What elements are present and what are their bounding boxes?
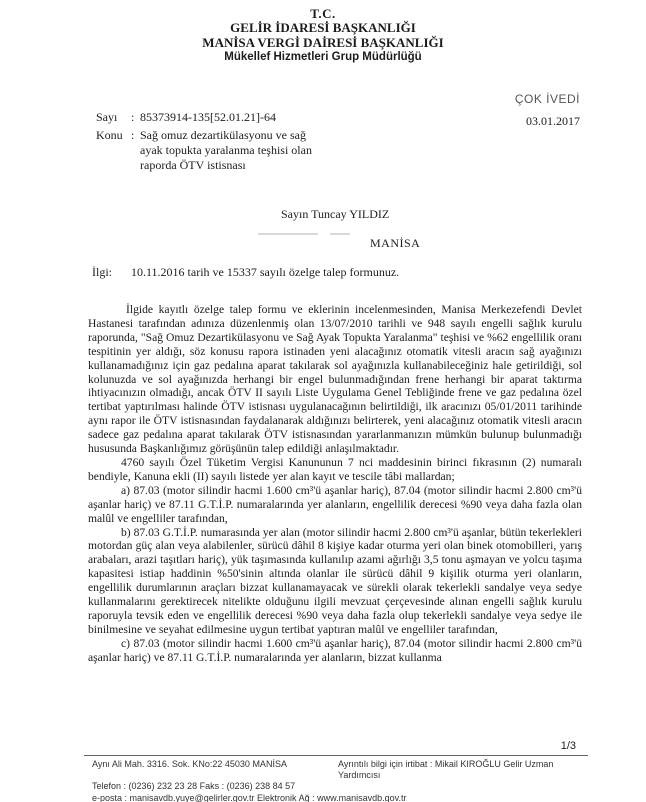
page-number: 1/3: [560, 740, 576, 752]
konu-line: raporda ÖTV istisnası: [140, 158, 246, 172]
ilgi-value: 10.11.2016 tarih ve 15337 sayılı özelge talep formunuz.: [131, 265, 400, 279]
body-paragraph: 4760 sayılı Özel Tüketim Vergisi Kanununun 7 nci maddesinin birinci fıkrasının (2) numaralı bendiyle, Kanuna ekli (II) sayılı listede yer alan kayıt ve tescile tâbi mallardan;: [88, 455, 582, 483]
letterhead-tc: T.C.: [310, 6, 336, 21]
redaction-mark: [258, 233, 318, 235]
konu-label: Konu: [96, 128, 123, 142]
recipient-name: Sayın Tuncay YILDIZ: [281, 207, 390, 221]
body-paragraph: b) 87.03 G.T.İ.P. numarasında yer alan (motor silindir hacmi 2.800 cm³'ü aşanlar, bütün tekerlekleri motordan güç alan veya alabilenler, sürücü dâhil 8 kişiye kadar oturma yeri olan binek otomobilleri, yarış arabaları, arazi taşıtları hariç), yük taşımasında kullanılıp azami ağırlığı 3,5 tonu aşmayan ve yolcu taşıma kapasitesi istiap haddinin %50'sinin altında olanlar ile sürücü dâhil 9 kişilik oturma yeri olanların, engellilik durumlarının araçları bizzat kullanamayacak ve sürekli olarak tekerlekli sandalye veya sedye kullanmalarını gerektirecek nitelikte olduğunu ilgili mevzuat çerçevesinde alınan engelli sağlık kurulu raporuyla tevsik eden ve engellilik derecesi %90 veya daha fazla olup tekerlekli sandalye veya sedye ile binilmesine ve seyahat edilmesine uygun tertibat yaptıran malûl ve engelliler tarafından,: [88, 525, 582, 636]
footer-address: Aynı Ali Mah. 3316. Sok. KNo:22 45030 MANİSA: [92, 759, 287, 769]
sayi-colon: :: [131, 110, 135, 124]
document-date: 03.01.2017: [526, 114, 580, 128]
konu-colon: :: [131, 128, 135, 142]
sayi-label: Sayı: [96, 110, 118, 124]
konu-line: Sağ omuz dezartikülasyonu ve sağ: [140, 128, 306, 142]
redaction-mark: [330, 233, 350, 235]
letterhead-department: MANİSA VERGİ DAİRESİ BAŞKANLIĞI: [202, 35, 444, 50]
ilgi-label: İlgi:: [92, 265, 113, 279]
urgency-stamp: ÇOK İVEDİ: [514, 92, 580, 106]
body-paragraph: c) 87.03 (motor silindir hacmi 1.600 cm³'ü aşanlar hariç), 87.04 (motor silindir hacmi 2.800 cm³'ü aşanlar hariç) ve 87.11 G.T.İ.P. numaralarında yer alanların, bizzat kullanma: [88, 636, 582, 664]
recipient-city: MANİSA: [370, 236, 421, 250]
letter-body: [88, 303, 582, 665]
footer-divider: [84, 755, 588, 756]
footer-email: e-posta : manisavdb.yuye@gelirler.gov.tr Elektronik Ağ : www.manisavdb.gov.tr: [92, 793, 407, 802]
body-paragraph: a) 87.03 (motor silindir hacmi 1.600 cm³'ü aşanlar hariç), 87.04 (motor silindir hacmi 2.800 cm³'ü aşanlar hariç) ve 87.11 G.T.İ.P. numaralarında yer alanların, engellilik derecesi %90 veya daha fazla olan malûl ve engelliler tarafından,: [88, 483, 582, 525]
body-paragraph: İlgide kayıtlı özelge talep formu ve eklerinin incelenmesinden, Manisa Merkezefendi Devlet Hastanesi tarafından adınıza düzenlenmiş olan 13/07/2010 tarihli ve 948 sayılı engelli sağlık kurulu raporunda, "Sağ Omuz Dezartikülasyonu ve Sağ Ayak Topukta Yaralanma" teşhisi ve %62 engellilik oranı tespitinin yer aldığı, söz konusu rapora istinaden yeni alacağınız otomatik vitesli aracın sağ ayağınızı kullanamadığınız için gaz pedalına aparat takılarak sol ayağınızla kullanabileceğiniz hale getirildiği, sol kolunuzda ve sol ayağınızda herhangi bir engel bulunmadığından frene herhangi bir aparat taktırma ihtiyacınızın olmadığı, ancak ÖTV II sayılı Liste Uygulama Genel Tebliğinde frene ve gaz pedalına özel tertibat yaptırılması halinde ÖTV istisnası uygulanacağının belirtildiği, ilk aracınızı 05/01/2011 tarihinde aynı rapor ile ÖTV istisnasından faydalanarak aldığınızı belirterek, yeni alacağınız otomatik vitesli aracın sadece gaz pedalına aparat takılarak ÖTV istisnasından yararlanmanızın mümkün bulunup bulunmadığı hususunda Başkanlığımız görüşünün talep edildiği anlaşılmaktadır.: [88, 303, 582, 456]
letterhead-institution: GELİR İDARESİ BAŞKANLIĞI: [230, 20, 416, 35]
letterhead-unit: Mükellef Hizmetleri Grup Müdürlüğü: [224, 51, 422, 63]
konu-line: ayak topukta yaralanma teşhisi olan: [140, 143, 312, 157]
sayi-value: 85373914-135[52.01.21]-64: [140, 110, 276, 124]
footer-contact: Ayrıntılı bilgi için irtibat : Mikail KIROĞLU Gelir Uzman Yardımcısı: [338, 759, 554, 780]
konu-value: [140, 128, 360, 173]
footer-phone: Telefon : (0236) 232 23 28 Faks : (0236) 238 84 57: [92, 781, 296, 791]
